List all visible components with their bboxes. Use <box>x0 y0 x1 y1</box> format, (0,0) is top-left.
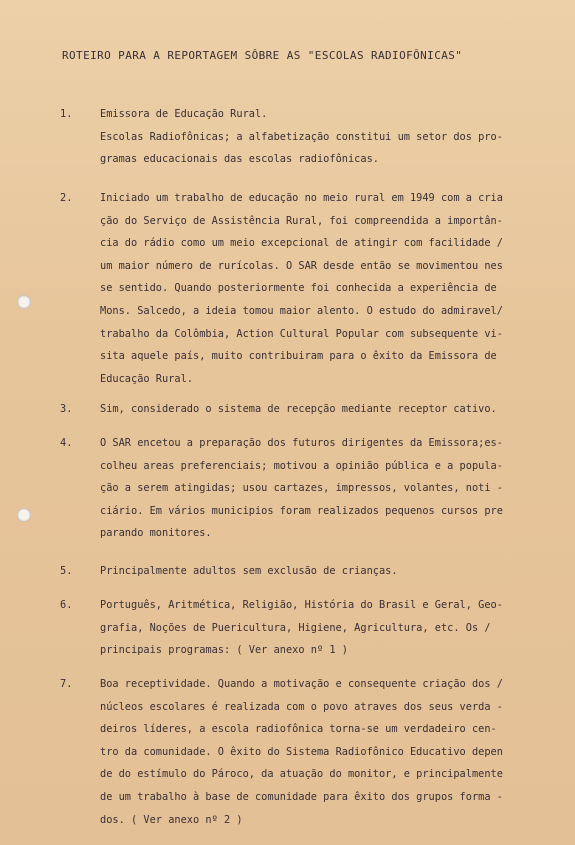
item-text: Emissora de Educação Rural. Escolas Radiofônicas; a alfabetização constitui um setor dos pro- gramas educacionais das escolas radiofônicas. <box>100 108 503 166</box>
item-text: O SAR encetou a preparação dos futuros dirigentes da Emissora;es- colheu areas preferenciais; motivou a opinião pública e a popula- ção a serem atingidas; usou cartazes, impressos, volantes, noti - ciário. Em vários municipios foram realizados pequenos cursos pre parando monitores. <box>100 437 503 540</box>
item-text: Iniciado um trabalho de educação no meio rural em 1949 com a cria ção do Serviço de Assistência Rural, foi compreendida a importân- cia do rádio como um meio excepcional de atingir com facilidade / um maior número de rurícolas. O SAR desde então se movimentou nes se sentido. Quando posteriormente foi conhecida a experiência de Mons. Salcedo, a ideia tomou maior alento. O estudo do admiravel/ trabalho da Colômbia, Action Cultural Popular com subsequente vi- sita aquele país, muito contribuiram para o êxito da Emissora de Educação Rural. <box>100 192 503 385</box>
list-item <box>60 594 546 662</box>
list-item <box>60 673 546 831</box>
punch-hole <box>17 508 31 522</box>
item-number: 2. <box>60 192 73 204</box>
item-text: Sim, considerado o sistema de recepção mediante receptor cativo. <box>100 403 497 415</box>
item-number: 7. <box>60 678 73 690</box>
item-number: 4. <box>60 437 73 449</box>
item-number: 6. <box>60 599 73 611</box>
list-item <box>60 103 546 171</box>
list-item <box>60 560 546 583</box>
list-item <box>60 187 546 390</box>
item-text: Português, Aritmética, Religião, História do Brasil e Geral, Geo- grafia, Noções de Puericultura, Higiene, Agricultura, etc. Os / principais programas: ( Ver anexo nº 1 ) <box>100 599 503 657</box>
item-number: 5. <box>60 565 73 577</box>
item-text: Boa receptividade. Quando a motivação e consequente criação dos / núcleos escolares é realizada com o povo atraves dos seus verda - deiros líderes, a escola radiofônica torna-se um verdadeiro cen- tro da comunidade. O êxito do Sistema Radiofônico Educativo depen de do estímulo do Pároco, da atuação do monitor, e principalmente de um trabalho à base de comunidade para êxito dos grupos forma - dos. ( Ver anexo nº 2 ) <box>100 678 503 826</box>
document-title: ROTEIRO PARA A REPORTAGEM SÔBRE AS "ESCOLAS RADIOFÔNICAS" <box>62 49 463 62</box>
punch-hole <box>17 295 31 309</box>
list-item <box>60 432 546 545</box>
list-item <box>60 398 546 421</box>
item-number: 3. <box>60 403 73 415</box>
item-number: 1. <box>60 108 73 120</box>
item-text: Principalmente adultos sem exclusão de crianças. <box>100 565 398 577</box>
